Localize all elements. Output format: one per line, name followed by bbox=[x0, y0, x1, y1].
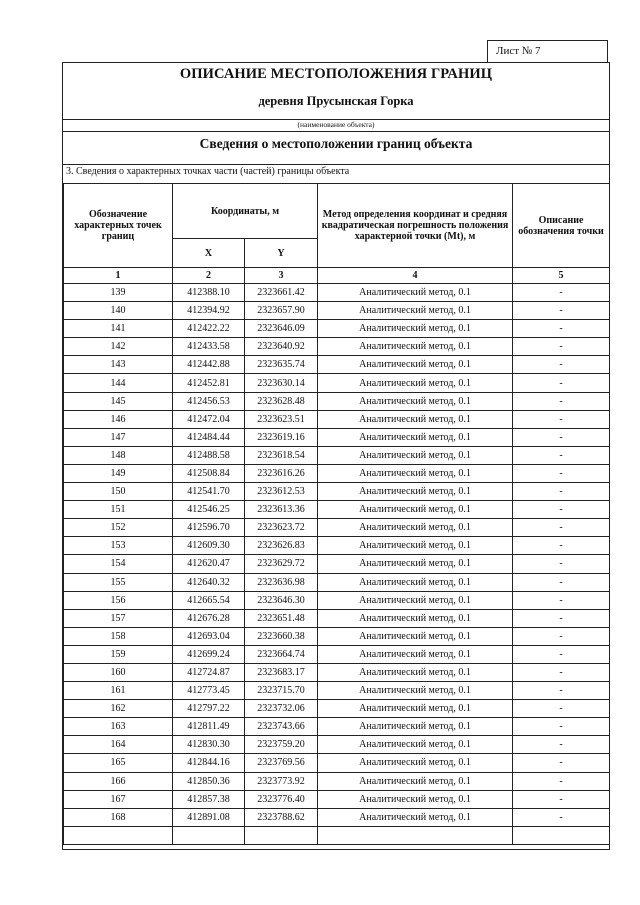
point-number-cell: 168 bbox=[64, 808, 173, 826]
col-header-y: Y bbox=[245, 239, 318, 268]
table-row bbox=[64, 374, 610, 392]
coord-y-cell: 2323660.38 bbox=[245, 627, 318, 645]
point-number-cell: 142 bbox=[64, 338, 173, 356]
coord-y-cell: 2323623.51 bbox=[245, 410, 318, 428]
point-number-cell: 158 bbox=[64, 627, 173, 645]
point-number-cell: 149 bbox=[64, 464, 173, 482]
method-cell: Аналитический метод, 0.1 bbox=[318, 410, 513, 428]
point-number-cell: 159 bbox=[64, 645, 173, 663]
point-number-cell: 150 bbox=[64, 483, 173, 501]
point-number-cell: 152 bbox=[64, 519, 173, 537]
col-number: 4 bbox=[318, 268, 513, 284]
table-row bbox=[64, 519, 610, 537]
description-cell: - bbox=[513, 555, 610, 573]
method-cell: Аналитический метод, 0.1 bbox=[318, 320, 513, 338]
table-row bbox=[64, 808, 610, 826]
coord-x-cell: 412456.53 bbox=[173, 392, 245, 410]
subsection-title: 3. Сведения о характерных точках части (частей) границы объекта bbox=[66, 166, 350, 177]
point-number-cell: 166 bbox=[64, 772, 173, 790]
coord-y-cell: 2323646.09 bbox=[245, 320, 318, 338]
table-body bbox=[64, 284, 610, 827]
point-number-cell: 154 bbox=[64, 555, 173, 573]
point-number-cell: 155 bbox=[64, 573, 173, 591]
coord-y-cell: 2323732.06 bbox=[245, 700, 318, 718]
description-cell: - bbox=[513, 790, 610, 808]
description-cell: - bbox=[513, 519, 610, 537]
point-number-cell: 139 bbox=[64, 284, 173, 302]
coord-x-cell: 412452.81 bbox=[173, 374, 245, 392]
method-cell: Аналитический метод, 0.1 bbox=[318, 682, 513, 700]
method-cell: Аналитический метод, 0.1 bbox=[318, 537, 513, 555]
coord-x-cell: 412699.24 bbox=[173, 645, 245, 663]
point-number-cell: 146 bbox=[64, 410, 173, 428]
section-title: Сведения о местоположении границ объекта bbox=[199, 136, 473, 151]
table-row bbox=[64, 392, 610, 410]
col-number: 2 bbox=[173, 268, 245, 284]
coord-x-cell: 412394.92 bbox=[173, 302, 245, 320]
point-number-cell: 160 bbox=[64, 663, 173, 681]
table-row bbox=[64, 682, 610, 700]
point-number-cell: 147 bbox=[64, 428, 173, 446]
coord-x-cell: 412665.54 bbox=[173, 591, 245, 609]
method-cell: Аналитический метод, 0.1 bbox=[318, 591, 513, 609]
description-cell: - bbox=[513, 392, 610, 410]
table-row bbox=[64, 428, 610, 446]
table-row-empty bbox=[64, 826, 610, 844]
method-cell: Аналитический метод, 0.1 bbox=[318, 609, 513, 627]
table-row bbox=[64, 446, 610, 464]
table-row bbox=[64, 754, 610, 772]
description-cell: - bbox=[513, 320, 610, 338]
method-cell: Аналитический метод, 0.1 bbox=[318, 338, 513, 356]
table-row bbox=[64, 410, 610, 428]
coord-y-cell: 2323715.70 bbox=[245, 682, 318, 700]
method-cell: Аналитический метод, 0.1 bbox=[318, 555, 513, 573]
col-header-designation: Обозначение характерных точек границ bbox=[64, 184, 173, 268]
coord-y-cell: 2323743.66 bbox=[245, 718, 318, 736]
col-number: 5 bbox=[513, 268, 610, 284]
point-number-cell: 151 bbox=[64, 501, 173, 519]
coord-y-cell: 2323635.74 bbox=[245, 356, 318, 374]
coord-x-cell: 412546.25 bbox=[173, 501, 245, 519]
coord-x-cell: 412596.70 bbox=[173, 519, 245, 537]
table-row bbox=[64, 338, 610, 356]
table-row bbox=[64, 483, 610, 501]
method-cell: Аналитический метод, 0.1 bbox=[318, 663, 513, 681]
description-cell: - bbox=[513, 374, 610, 392]
method-cell: Аналитический метод, 0.1 bbox=[318, 718, 513, 736]
coord-y-cell: 2323628.48 bbox=[245, 392, 318, 410]
point-number-cell: 140 bbox=[64, 302, 173, 320]
table-row bbox=[64, 645, 610, 663]
method-cell: Аналитический метод, 0.1 bbox=[318, 627, 513, 645]
method-cell: Аналитический метод, 0.1 bbox=[318, 808, 513, 826]
table-cell bbox=[513, 826, 610, 844]
coord-x-cell: 412724.87 bbox=[173, 663, 245, 681]
coord-y-cell: 2323769.56 bbox=[245, 754, 318, 772]
table-row bbox=[64, 320, 610, 338]
table-row bbox=[64, 627, 610, 645]
coord-y-cell: 2323657.90 bbox=[245, 302, 318, 320]
method-cell: Аналитический метод, 0.1 bbox=[318, 374, 513, 392]
table-row bbox=[64, 356, 610, 374]
description-cell: - bbox=[513, 302, 610, 320]
coord-x-cell: 412484.44 bbox=[173, 428, 245, 446]
table-cell bbox=[318, 826, 513, 844]
method-cell: Аналитический метод, 0.1 bbox=[318, 573, 513, 591]
coord-y-cell: 2323683.17 bbox=[245, 663, 318, 681]
coord-y-cell: 2323664.74 bbox=[245, 645, 318, 663]
coord-x-cell: 412891.08 bbox=[173, 808, 245, 826]
coord-x-cell: 412830.30 bbox=[173, 736, 245, 754]
col-header-x: X bbox=[173, 239, 245, 268]
coord-y-cell: 2323776.40 bbox=[245, 790, 318, 808]
coord-y-cell: 2323773.92 bbox=[245, 772, 318, 790]
description-cell: - bbox=[513, 483, 610, 501]
point-number-cell: 165 bbox=[64, 754, 173, 772]
coord-x-cell: 412857.38 bbox=[173, 790, 245, 808]
document-frame bbox=[62, 62, 610, 850]
method-cell: Аналитический метод, 0.1 bbox=[318, 501, 513, 519]
coord-y-cell: 2323640.92 bbox=[245, 338, 318, 356]
table-row bbox=[64, 609, 610, 627]
method-cell: Аналитический метод, 0.1 bbox=[318, 464, 513, 482]
method-cell: Аналитический метод, 0.1 bbox=[318, 356, 513, 374]
description-cell: - bbox=[513, 772, 610, 790]
table-row bbox=[64, 302, 610, 320]
method-cell: Аналитический метод, 0.1 bbox=[318, 754, 513, 772]
sheet-number: Лист № 7 bbox=[487, 40, 608, 62]
point-number-cell: 144 bbox=[64, 374, 173, 392]
coord-x-cell: 412844.16 bbox=[173, 754, 245, 772]
table-row bbox=[64, 772, 610, 790]
description-cell: - bbox=[513, 736, 610, 754]
table-cell bbox=[64, 826, 173, 844]
point-number-cell: 157 bbox=[64, 609, 173, 627]
col-header-description: Описание обозначения точки bbox=[513, 184, 610, 268]
description-cell: - bbox=[513, 356, 610, 374]
point-number-cell: 143 bbox=[64, 356, 173, 374]
coord-x-cell: 412620.47 bbox=[173, 555, 245, 573]
document-title: ОПИСАНИЕ МЕСТОПОЛОЖЕНИЯ ГРАНИЦ bbox=[179, 66, 493, 82]
point-number-cell: 148 bbox=[64, 446, 173, 464]
col-number: 1 bbox=[64, 268, 173, 284]
coord-y-cell: 2323626.83 bbox=[245, 537, 318, 555]
method-cell: Аналитический метод, 0.1 bbox=[318, 428, 513, 446]
object-name-caption: (наименование объекта) bbox=[297, 120, 375, 129]
description-cell: - bbox=[513, 754, 610, 772]
coord-x-cell: 412422.22 bbox=[173, 320, 245, 338]
method-cell: Аналитический метод, 0.1 bbox=[318, 284, 513, 302]
coord-y-cell: 2323636.98 bbox=[245, 573, 318, 591]
coord-y-cell: 2323612.53 bbox=[245, 483, 318, 501]
point-number-cell: 164 bbox=[64, 736, 173, 754]
coord-x-cell: 412850.36 bbox=[173, 772, 245, 790]
coord-y-cell: 2323651.48 bbox=[245, 609, 318, 627]
method-cell: Аналитический метод, 0.1 bbox=[318, 700, 513, 718]
description-cell: - bbox=[513, 573, 610, 591]
point-number-cell: 163 bbox=[64, 718, 173, 736]
boundary-points-table bbox=[63, 183, 610, 845]
point-number-cell: 145 bbox=[64, 392, 173, 410]
table-row bbox=[64, 736, 610, 754]
coord-y-cell: 2323613.36 bbox=[245, 501, 318, 519]
table-row bbox=[64, 284, 610, 302]
coord-y-cell: 2323646.30 bbox=[245, 591, 318, 609]
coord-x-cell: 412472.04 bbox=[173, 410, 245, 428]
coord-y-cell: 2323759.20 bbox=[245, 736, 318, 754]
table-row bbox=[64, 663, 610, 681]
coord-x-cell: 412811.49 bbox=[173, 718, 245, 736]
coord-x-cell: 412488.58 bbox=[173, 446, 245, 464]
coord-y-cell: 2323616.26 bbox=[245, 464, 318, 482]
description-cell: - bbox=[513, 501, 610, 519]
coord-x-cell: 412640.32 bbox=[173, 573, 245, 591]
col-number: 3 bbox=[245, 268, 318, 284]
description-cell: - bbox=[513, 338, 610, 356]
coord-x-cell: 412541.70 bbox=[173, 483, 245, 501]
coord-x-cell: 412797.22 bbox=[173, 700, 245, 718]
method-cell: Аналитический метод, 0.1 bbox=[318, 519, 513, 537]
table-row bbox=[64, 573, 610, 591]
description-cell: - bbox=[513, 609, 610, 627]
coord-x-cell: 412508.84 bbox=[173, 464, 245, 482]
description-cell: - bbox=[513, 645, 610, 663]
method-cell: Аналитический метод, 0.1 bbox=[318, 772, 513, 790]
coord-y-cell: 2323629.72 bbox=[245, 555, 318, 573]
description-cell: - bbox=[513, 718, 610, 736]
description-cell: - bbox=[513, 446, 610, 464]
point-number-cell: 141 bbox=[64, 320, 173, 338]
coord-y-cell: 2323618.54 bbox=[245, 446, 318, 464]
object-name: деревня Прусынская Горка bbox=[258, 94, 414, 108]
divider bbox=[63, 131, 609, 132]
description-cell: - bbox=[513, 808, 610, 826]
coord-x-cell: 412442.88 bbox=[173, 356, 245, 374]
coord-y-cell: 2323661.42 bbox=[245, 284, 318, 302]
description-cell: - bbox=[513, 464, 610, 482]
divider bbox=[63, 164, 609, 165]
table-row bbox=[64, 537, 610, 555]
table-cell bbox=[245, 826, 318, 844]
description-cell: - bbox=[513, 537, 610, 555]
description-cell: - bbox=[513, 428, 610, 446]
description-cell: - bbox=[513, 591, 610, 609]
coord-x-cell: 412433.58 bbox=[173, 338, 245, 356]
point-number-cell: 156 bbox=[64, 591, 173, 609]
table-row bbox=[64, 464, 610, 482]
coord-y-cell: 2323630.14 bbox=[245, 374, 318, 392]
table-row bbox=[64, 591, 610, 609]
coord-y-cell: 2323619.16 bbox=[245, 428, 318, 446]
table-cell bbox=[173, 826, 245, 844]
description-cell: - bbox=[513, 682, 610, 700]
table-row bbox=[64, 555, 610, 573]
method-cell: Аналитический метод, 0.1 bbox=[318, 446, 513, 464]
coord-x-cell: 412693.04 bbox=[173, 627, 245, 645]
method-cell: Аналитический метод, 0.1 bbox=[318, 736, 513, 754]
table-row bbox=[64, 790, 610, 808]
coord-x-cell: 412773.45 bbox=[173, 682, 245, 700]
table-row bbox=[64, 501, 610, 519]
description-cell: - bbox=[513, 627, 610, 645]
table-row bbox=[64, 718, 610, 736]
point-number-cell: 167 bbox=[64, 790, 173, 808]
coord-x-cell: 412609.30 bbox=[173, 537, 245, 555]
col-header-coordinates: Координаты, м bbox=[173, 184, 318, 239]
method-cell: Аналитический метод, 0.1 bbox=[318, 302, 513, 320]
method-cell: Аналитический метод, 0.1 bbox=[318, 645, 513, 663]
description-cell: - bbox=[513, 700, 610, 718]
col-header-method: Метод определения координат и средняя квадратическая погрешность положения характерной точки (Mt), м bbox=[318, 184, 513, 268]
table-row bbox=[64, 700, 610, 718]
description-cell: - bbox=[513, 284, 610, 302]
description-cell: - bbox=[513, 663, 610, 681]
point-number-cell: 162 bbox=[64, 700, 173, 718]
description-cell: - bbox=[513, 410, 610, 428]
coord-y-cell: 2323623.72 bbox=[245, 519, 318, 537]
point-number-cell: 153 bbox=[64, 537, 173, 555]
method-cell: Аналитический метод, 0.1 bbox=[318, 392, 513, 410]
method-cell: Аналитический метод, 0.1 bbox=[318, 483, 513, 501]
coord-x-cell: 412676.28 bbox=[173, 609, 245, 627]
coord-y-cell: 2323788.62 bbox=[245, 808, 318, 826]
point-number-cell: 161 bbox=[64, 682, 173, 700]
coord-x-cell: 412388.10 bbox=[173, 284, 245, 302]
method-cell: Аналитический метод, 0.1 bbox=[318, 790, 513, 808]
